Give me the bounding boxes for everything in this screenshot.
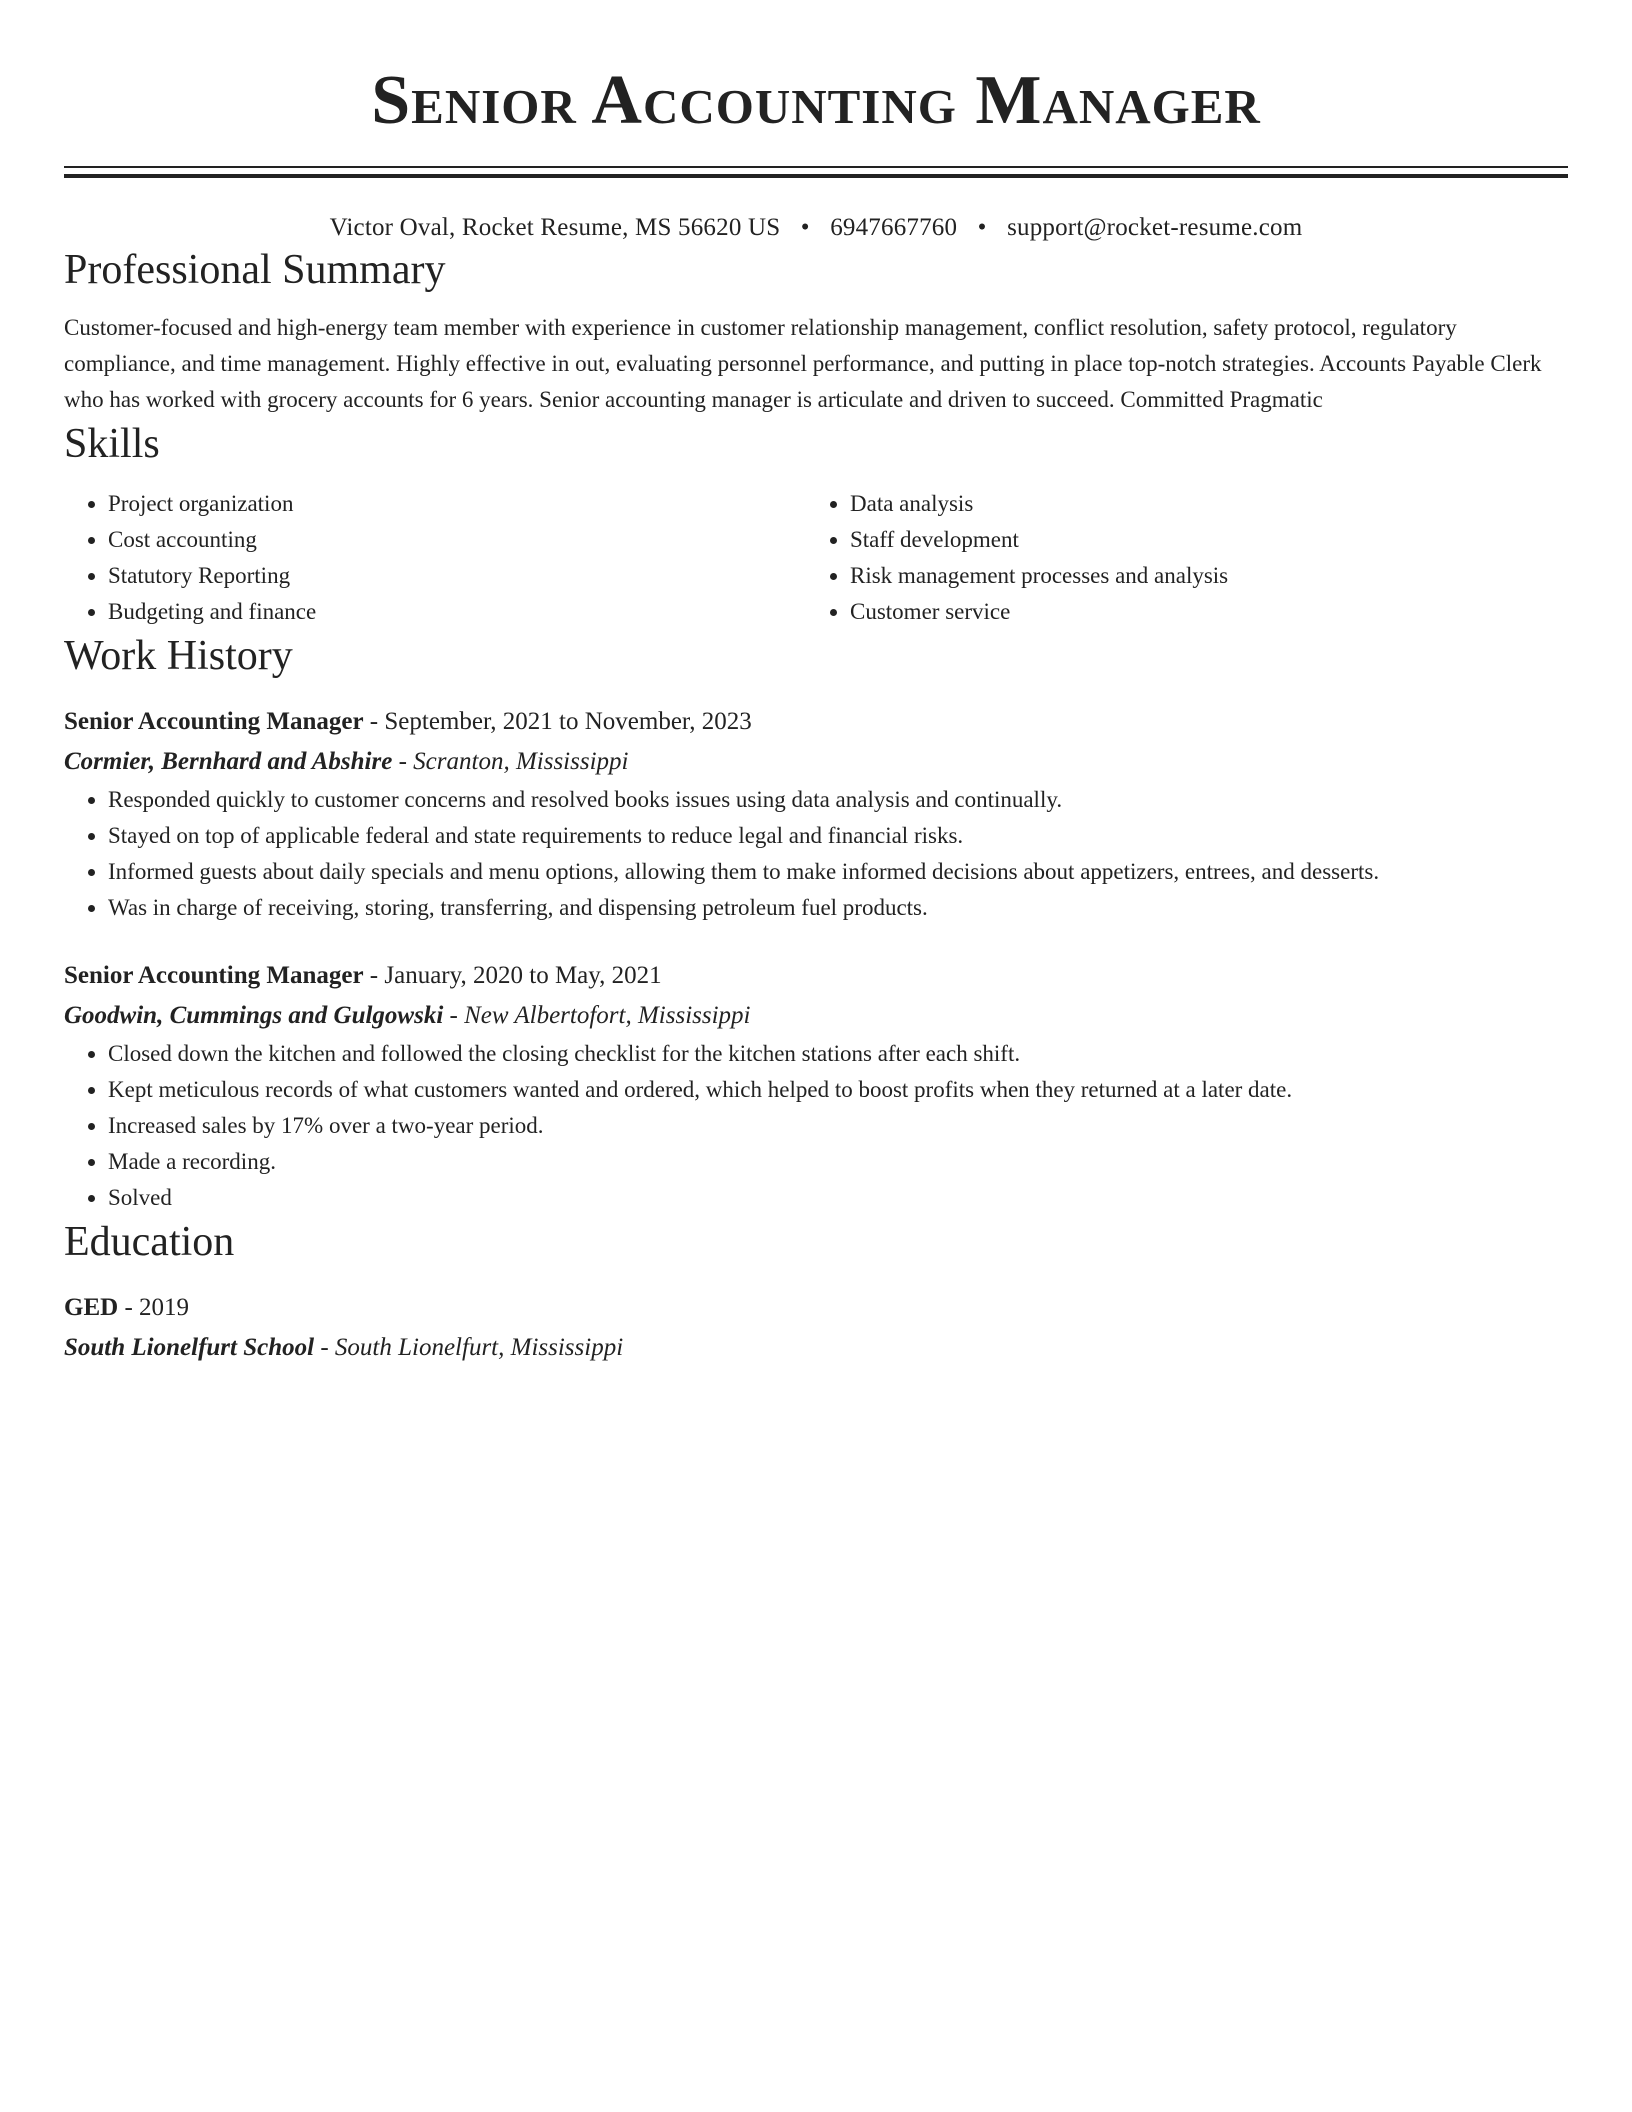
- job-location: Scranton, Mississippi: [413, 748, 629, 775]
- contact-separator: •: [977, 214, 987, 241]
- contact-separator: •: [800, 214, 810, 241]
- job-bullet: • Responded quickly to customer concerns and resolved books issues using data analysis and continually.: [108, 782, 1568, 818]
- education-school-line: [64, 1328, 1568, 1368]
- education-year: 2019: [139, 1294, 190, 1321]
- section-heading-skills: Skills: [64, 421, 160, 467]
- skill-item: • Cost accounting: [108, 522, 806, 558]
- job-bullets: [64, 1036, 1568, 1216]
- job-title: Senior Accounting Manager: [64, 708, 364, 735]
- skill-item: • Data analysis: [850, 486, 1548, 522]
- job-employer-line: [64, 742, 1568, 782]
- dash-separator: -: [363, 708, 385, 735]
- job-entry: [64, 702, 1568, 926]
- resume-name: Senior Accounting Manager: [371, 62, 1261, 139]
- dash-separator: -: [118, 1294, 140, 1321]
- job-bullet: • Was in charge of receiving, storing, transferring, and dispensing petroleum fuel products.: [108, 890, 1568, 926]
- job-bullet: • Made a recording.: [108, 1144, 1568, 1180]
- dash-separator: -: [363, 962, 385, 989]
- skills-column-right: [806, 486, 1548, 630]
- skill-item: • Project organization: [108, 486, 806, 522]
- job-employer-line: [64, 996, 1568, 1036]
- skills-column-left: [64, 486, 806, 630]
- job-bullet: • Kept meticulous records of what customers wanted and ordered, which helped to boost profits when they returned at a later date.: [108, 1072, 1568, 1108]
- header-rule-thick: [64, 174, 1568, 178]
- section-heading-education: Education: [64, 1219, 235, 1265]
- job-dates: January, 2020 to May, 2021: [384, 962, 662, 989]
- skill-item: • Risk management processes and analysis: [850, 558, 1548, 594]
- contact-line: [64, 212, 1568, 244]
- skills-list: [64, 486, 1568, 630]
- dash-separator: -: [443, 1002, 465, 1029]
- job-bullets: [64, 782, 1568, 926]
- skill-item: • Budgeting and finance: [108, 594, 806, 630]
- skill-item: • Statutory Reporting: [108, 558, 806, 594]
- job-title-line: [64, 702, 1568, 742]
- job-dates: September, 2021 to November, 2023: [384, 708, 752, 735]
- summary-text: Customer-focused and high-energy team member with experience in customer relationship management, conflict resolution, safety protocol, regulatory compliance, and time management. Highly effective in out, evaluating personnel performance, and putting in place top-notch strategies. Accounts Payable Clerk who has worked with grocery accounts for 6 years. Senior accounting manager is articulate and driven to succeed. Committed Pragmatic: [64, 315, 1542, 412]
- job-title: Senior Accounting Manager: [64, 962, 364, 989]
- education-degree: GED: [64, 1294, 119, 1321]
- job-bullet: • Informed guests about daily specials and menu options, allowing them to make informed decisions about appetizers, entrees, and desserts.: [108, 854, 1568, 890]
- dash-separator: -: [392, 748, 414, 775]
- dash-separator: -: [314, 1334, 335, 1361]
- job-bullet: • Increased sales by 17% over a two-year period.: [108, 1108, 1568, 1144]
- job-employer: Goodwin, Cummings and Gulgowski: [64, 1002, 444, 1029]
- education-degree-line: [64, 1288, 1568, 1328]
- skill-item: • Customer service: [850, 594, 1548, 630]
- job-title-line: [64, 956, 1568, 996]
- contact-address: Victor Oval, Rocket Resume, MS 56620 US: [329, 214, 781, 241]
- contact-phone: 6947667760: [830, 214, 958, 241]
- job-entry: [64, 956, 1568, 1216]
- job-bullet: • Solved: [108, 1180, 1568, 1216]
- education-school: South Lionelfurt School: [64, 1334, 315, 1361]
- job-employer: Cormier, Bernhard and Abshire: [64, 748, 393, 775]
- job-location: New Albertofort, Mississippi: [464, 1002, 751, 1029]
- section-heading-summary: Professional Summary: [64, 247, 446, 293]
- skill-item: • Staff development: [850, 522, 1548, 558]
- job-bullet: • Closed down the kitchen and followed the closing checklist for the kitchen stations after each shift.: [108, 1036, 1568, 1072]
- education-location: South Lionelfurt, Mississippi: [334, 1334, 624, 1361]
- section-heading-work-history: Work History: [64, 633, 293, 679]
- header-rule-thin: [64, 166, 1568, 168]
- job-bullet: • Stayed on top of applicable federal and state requirements to reduce legal and financial risks.: [108, 818, 1568, 854]
- contact-email: support@rocket-resume.com: [1007, 214, 1303, 241]
